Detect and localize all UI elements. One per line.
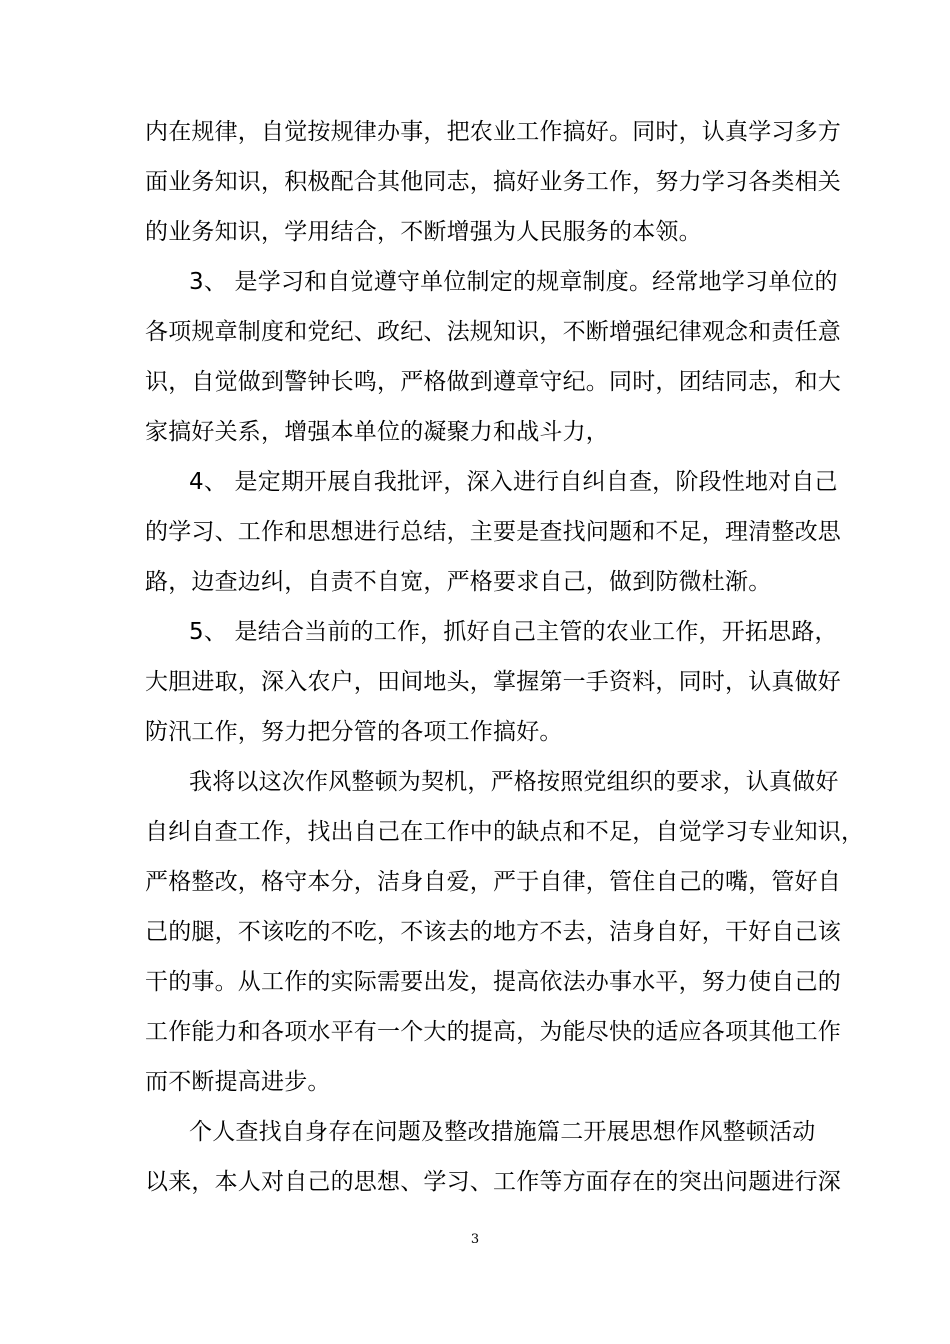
text-line: 路，边查边纠，自责不自宽，严格要求自己，做到防微杜渐。 <box>145 569 772 595</box>
text-line: 以来，本人对自己的思想、学习、工作等方面存在的突出问题进行深 <box>145 1169 841 1195</box>
text-line: 5、 是结合当前的工作，抓好自己主管的农业工作，开拓思路， <box>189 619 838 645</box>
text-line: 4、 是定期开展自我批评，深入进行自纠自查，阶段性地对自己 <box>189 469 838 495</box>
page-number: 3 <box>470 1232 480 1247</box>
text-line: 大胆进取，深入农户，田间地头，掌握第一手资料，同时，认真做好 <box>145 669 841 695</box>
text-line: 个人查找自身存在问题及整改措施篇二开展思想作风整顿活动 <box>189 1119 816 1145</box>
text-line: 严格整改，格守本分，洁身自爱，严于自律，管住自己的嘴，管好自 <box>145 869 841 895</box>
text-line: 己的腿，不该吃的不吃，不该去的地方不去，洁身自好，干好自己该 <box>145 919 841 945</box>
text-line: 防汛工作，努力把分管的各项工作搞好。 <box>145 719 563 745</box>
text-line: 3、 是学习和自觉遵守单位制定的规章制度。经常地学习单位的 <box>189 269 838 295</box>
text-line: 工作能力和各项水平有一个大的提高，为能尽快的适应各项其他工作 <box>145 1019 841 1045</box>
text-line: 干的事。从工作的实际需要出发，提高依法办事水平，努力使自己的 <box>145 969 841 995</box>
text-line: 内在规律，自觉按规律办事，把农业工作搞好。同时，认真学习多方 <box>145 119 841 145</box>
text-line: 的学习、工作和思想进行总结，主要是查找问题和不足，理清整改思 <box>145 519 841 545</box>
text-line: 各项规章制度和党纪、政纪、法规知识，不断增强纪律观念和责任意 <box>145 319 841 345</box>
text-line: 的业务知识，学用结合，不断增强为人民服务的本领。 <box>145 219 702 245</box>
text-line: 面业务知识，积极配合其他同志，搞好业务工作，努力学习各类相关 <box>145 169 841 195</box>
text-line: 而不断提高进步。 <box>145 1069 331 1095</box>
text-line: 识，自觉做到警钟长鸣，严格做到遵章守纪。同时，团结同志，和大 <box>145 369 841 395</box>
text-line: 我将以这次作风整顿为契机，严格按照党组织的要求，认真做好 <box>189 769 839 795</box>
text-line: 自纠自查工作，找出自己在工作中的缺点和不足，自觉学习专业知识， <box>145 819 865 845</box>
text-line: 家搞好关系，增强本单位的凝聚力和战斗力， <box>145 419 609 445</box>
